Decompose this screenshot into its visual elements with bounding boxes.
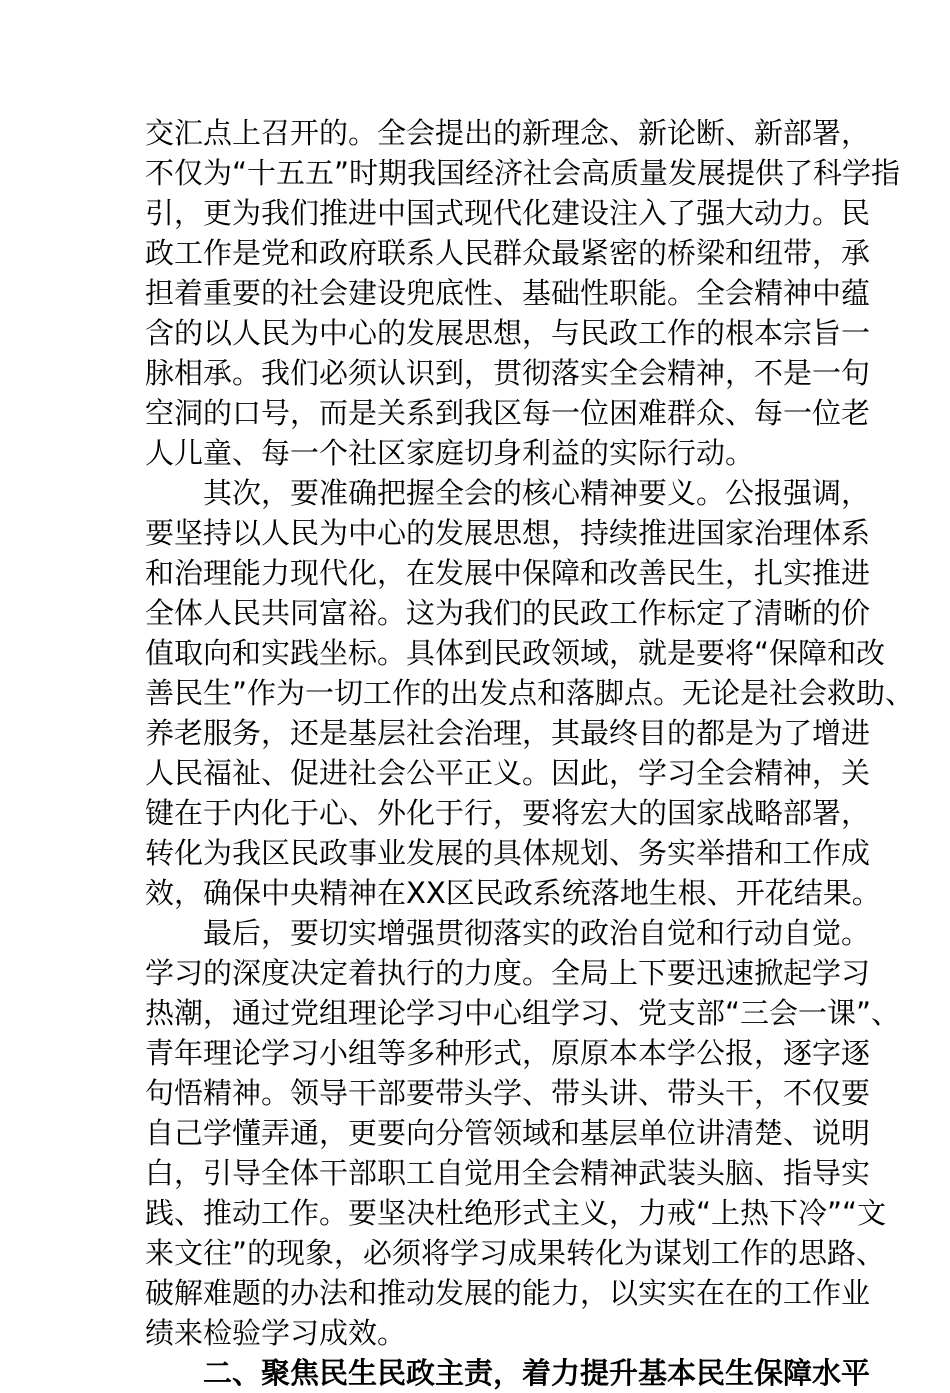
- text-line: 转化为我区民政事业发展的具体规划、务实举措和工作成: [145, 836, 871, 870]
- text-line: 其次，要准确把握全会的核心精神要义。公报强调，: [203, 476, 871, 510]
- text-line: 白，引导全体干部职工自觉用全会精神武装头脑、指导实: [145, 1156, 871, 1190]
- text-line: 破解难题的办法和推动发展的能力，以实实在在的工作业: [145, 1276, 871, 1310]
- paragraph: [145, 473, 915, 913]
- text-line: 键在于内化于心、外化于行，要将宏大的国家战略部署，: [145, 796, 871, 830]
- text-line: 脉相承。我们必须认识到，贯彻落实全会精神，不是一句: [145, 356, 871, 390]
- text-line: 养老服务，还是基层社会治理，其最终目的都是为了增进: [145, 716, 871, 750]
- text-line: 含的以人民为中心的发展思想，与民政工作的根本宗旨一: [145, 316, 871, 350]
- text-line: 绩来检验学习成效。: [145, 1316, 407, 1350]
- text-line: 不仅为“十五五”时期我国经济社会高质量发展提供了科学指: [145, 156, 901, 190]
- text-line: 善民生”作为一切工作的出发点和落脚点。无论是社会救助、: [145, 676, 915, 710]
- document-page: [145, 113, 915, 1393]
- text-line: 人民福祉、促进社会公平正义。因此，学习全会精神，关: [145, 756, 871, 790]
- text-line: 青年理论学习小组等多种形式，原原本本学公报，逐字逐: [145, 1036, 871, 1070]
- text-line: 来文往”的现象，必须将学习成果转化为谋划工作的思路、: [145, 1236, 886, 1270]
- text-line: 践、推动工作。要坚决杜绝形式主义，力戒“上热下冷”“文: [145, 1196, 887, 1230]
- text-line: 要坚持以人民为中心的发展思想，持续推进国家治理体系: [145, 516, 871, 550]
- paragraph: [145, 913, 901, 1353]
- paragraph: [145, 113, 901, 473]
- text-line: 自己学懂弄通，更要向分管领域和基层单位讲清楚、说明: [145, 1116, 871, 1150]
- text-line: 引，更为我们推进中国式现代化建设注入了强大动力。民: [145, 196, 871, 230]
- text-line: 句悟精神。领导干部要带头学、带头讲、带头干，不仅要: [145, 1076, 871, 1110]
- text-line: 和治理能力现代化，在发展中保障和改善民生，扎实推进: [145, 556, 871, 590]
- text-line: 人儿童、每一个社区家庭切身利益的实际行动。: [145, 436, 755, 470]
- text-line: 值取向和实践坐标。具体到民政领域，就是要将“保障和改: [145, 636, 886, 670]
- text-line: 学习的深度决定着执行的力度。全局上下要迅速掀起学习: [145, 956, 871, 990]
- text-line: 政工作是党和政府联系人民群众最紧密的桥梁和纽带，承: [145, 236, 871, 270]
- text-line: 空洞的口号，而是关系到我区每一位困难群众、每一位老: [145, 396, 871, 430]
- text-line: 热潮，通过党组理论学习中心组学习、党支部“三会一课”、: [145, 996, 901, 1030]
- text-line: 最后，要切实增强贯彻落实的政治自觉和行动自觉。: [203, 916, 871, 950]
- text-line: 效，确保中央精神在XX区民政系统落地生根、开花结果。: [145, 876, 881, 910]
- section-heading: 二、聚焦民生民政主责，着力提升基本民生保障水平: [203, 1356, 871, 1390]
- text-line: 交汇点上召开的。全会提出的新理念、新论断、新部署，: [145, 116, 871, 150]
- text-line: 担着重要的社会建设兜底性、基础性职能。全会精神中蕴: [145, 276, 871, 310]
- text-line: 全体人民共同富裕。这为我们的民政工作标定了清晰的价: [145, 596, 871, 630]
